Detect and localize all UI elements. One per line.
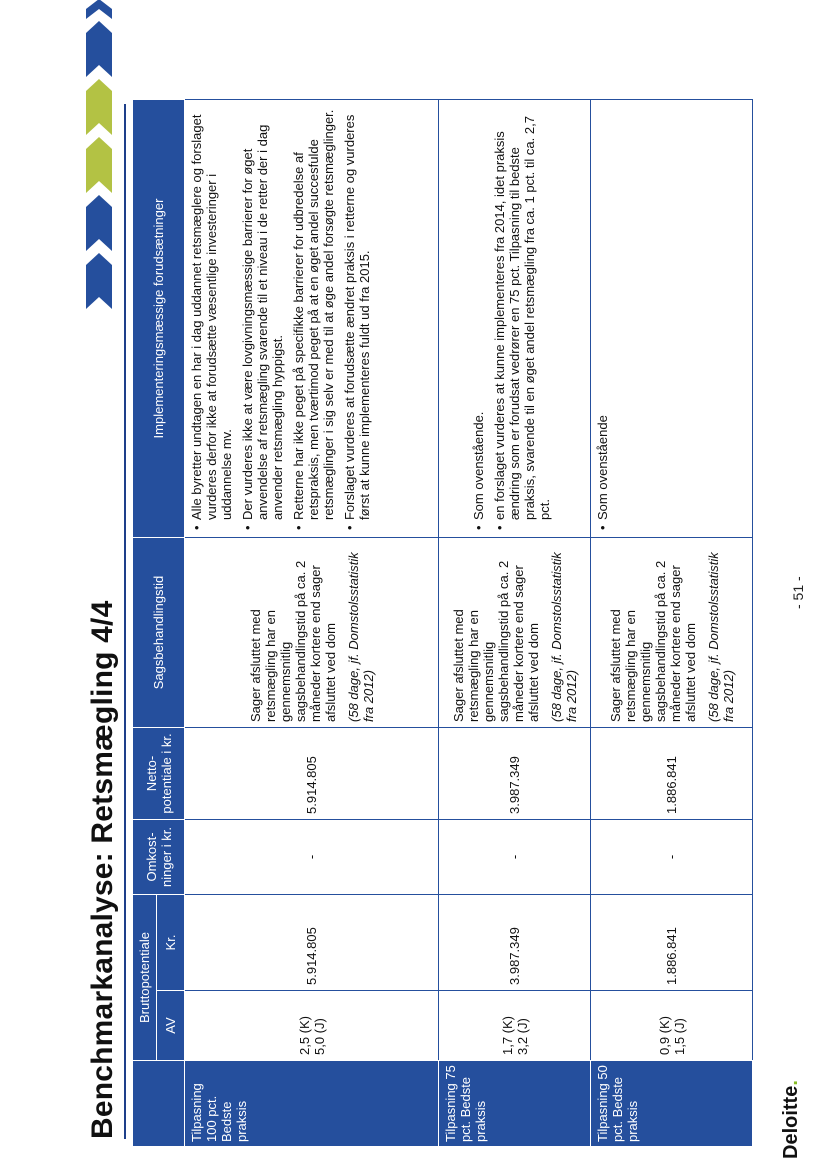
impl-bullet: • Som ovenstående (595, 105, 610, 520)
header-blank (133, 1061, 185, 1147)
av-k: 1,7 (K) (499, 1015, 515, 1055)
table-row (185, 99, 439, 1146)
omkost-cell: - (185, 819, 439, 894)
row-label: Tilpasning 75 pct. Bedste praksis (439, 1061, 591, 1147)
netto-cell: 5.914.805 (185, 727, 439, 819)
progress-chevrons (86, 0, 112, 309)
chevron-6 (86, 0, 112, 19)
impl-bullet: • Retterne har ikke peget på specifikke barrierer for udbredelse af retspraksis, men tværtimod peget på at en øget andel succesfulde retsmæglinger i sig selv er med til at øge andel forsøgte retsmæglinger. (291, 105, 336, 520)
impl-bullet: • Der vurderes ikke at være lovgivningsmæssige barrierer for øget anvendelse af retsmægling svarende til et niveau i de retter der i dag anvender retsmægling hyppigst. (240, 105, 285, 520)
chevron-1 (86, 253, 112, 309)
impl-cell (185, 99, 439, 537)
deloitte-logo: Deloitte. (780, 1080, 802, 1159)
benchmark-table (132, 99, 753, 1147)
impl-bullet: • Forslaget vurderes at forudsætte ændret praksis i retterne og vurderes først at kunne implementeres fuldt ud fra 2015. (342, 105, 372, 520)
omkost-cell: - (439, 819, 591, 894)
row-label: Tilpasning 100 pct. Bedste praksis (185, 1061, 439, 1147)
header-impl: Implementeringsmæssige forudsætninger (133, 99, 185, 537)
table-row (591, 99, 753, 1146)
impl-bullet: • Som ovenstående. (471, 105, 486, 520)
av-k: 0,9 (K) (656, 1015, 672, 1055)
sags-note: (58 dage, jf. Domstolsstatistik fra 2012) (548, 552, 579, 722)
chevron-5 (86, 21, 112, 77)
sags-note: (58 dage, jf. Domstolsstatistik fra 2012) (705, 552, 736, 722)
sags-note: (58 dage, jf. Domstolsstatistik fra 2012) (345, 552, 376, 722)
av-j: 5,0 (J) (311, 1018, 327, 1055)
row-label: Tilpasning 50 pct. Bedste praksis (591, 1061, 753, 1147)
table-row (439, 99, 591, 1146)
sags-text: Sager afsluttet med retsmægling har en gennemsnitlig sagsbehandlingstid på ca. 2 måneder kortere end sager afsluttet ved dom (607, 560, 698, 722)
header-sags: Sagsbehandlingstid (133, 537, 185, 727)
sags-text: Sager afsluttet med retsmægling har en gennemsnitlig sagsbehandlingstid på ca. 2 måneder kortere end sager afsluttet ved dom (247, 560, 338, 722)
header-netto: Netto-potentiale i kr. (133, 727, 185, 819)
av-k: 2,5 (K) (296, 1015, 312, 1055)
netto-cell: 1.886.841 (591, 727, 753, 819)
kr-cell: 3.987.349 (439, 894, 591, 990)
av-cell (185, 991, 439, 1061)
sags-cell (185, 537, 439, 727)
sags-cell (591, 537, 753, 727)
header-omkost: Omkost-ninger i kr. (133, 819, 185, 894)
av-j: 1,5 (J) (671, 1018, 687, 1055)
header-av: AV (157, 991, 185, 1061)
page-title: Benchmarkanalyse: Retsmægling 4/4 (86, 600, 119, 1139)
title-rule (124, 104, 126, 1139)
impl-bullet: • en forslaget vurderes at kunne implementeres fra 2014, idet praksis ændring som er forudsat vedrører en 75 pct. Tilpasning til bedste praksis, svarende til en øget andel retsmægling fra ca. 1 pct. til ca. 2,7 pct. (492, 105, 552, 520)
av-j: 3,2 (J) (514, 1018, 530, 1055)
sags-cell (439, 537, 591, 727)
av-cell (439, 991, 591, 1061)
impl-bullet: • Alle byretter undtagen en har i dag uddannet retsmæglere og forslaget vurderes derfor ikke at forudsætte væsentlige investeringer i uddannelse mv. (189, 105, 234, 520)
page-number: - 51 - (790, 576, 806, 609)
sags-text: Sager afsluttet med retsmægling har en gennemsnitlig sagsbehandlingstid på ca. 2 måneder kortere end sager afsluttet ved dom (450, 560, 541, 722)
av-cell (591, 991, 753, 1061)
omkost-cell: - (591, 819, 753, 894)
netto-cell: 3.987.349 (439, 727, 591, 819)
logo-text: Deloitte (780, 1085, 802, 1159)
chevron-4 (86, 79, 112, 135)
impl-cell (591, 99, 753, 537)
kr-cell: 5.914.805 (185, 894, 439, 990)
impl-cell (439, 99, 591, 537)
header-kr: Kr. (157, 894, 185, 990)
header-brutto: Bruttopotentiale (133, 894, 157, 1060)
chevron-3 (86, 137, 112, 193)
kr-cell: 1.886.841 (591, 894, 753, 990)
chevron-2 (86, 195, 112, 251)
